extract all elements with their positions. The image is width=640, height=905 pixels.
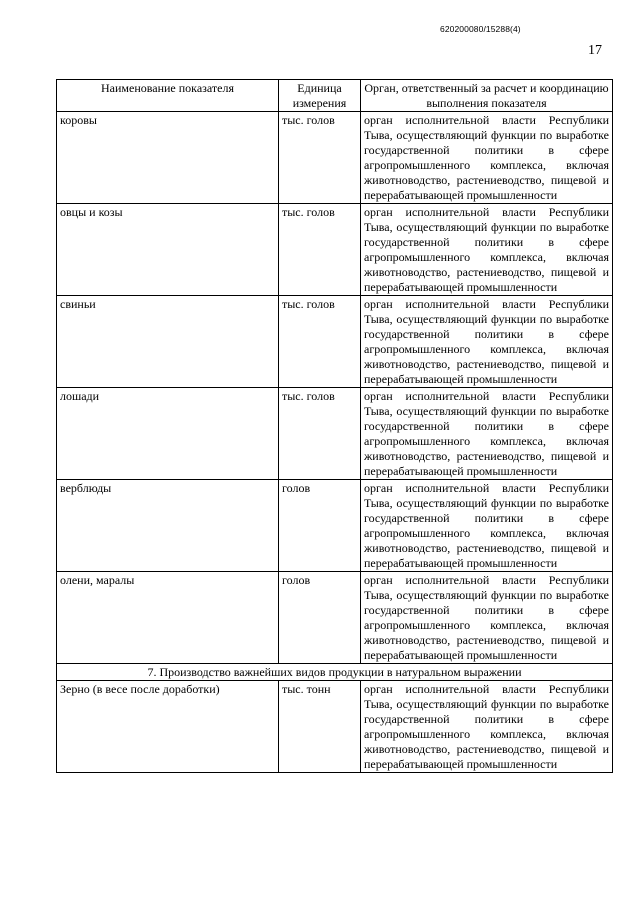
indicator-name: свиньи <box>57 296 279 388</box>
table-row <box>57 480 613 572</box>
indicator-unit: тыс. голов <box>279 296 361 388</box>
table-row <box>57 112 613 204</box>
indicator-unit: голов <box>279 480 361 572</box>
column-header-name: Наименование показателя <box>57 80 279 112</box>
indicator-unit: тыс. тонн <box>279 681 361 773</box>
table-row <box>57 388 613 480</box>
section-header-row <box>57 664 613 681</box>
indicator-unit: голов <box>279 572 361 664</box>
responsible-organ: орган исполнительной власти Республики Тыва, осуществляющий функции по выработке государственной политики в сфере агропромышленного комплекса, включая животноводство, растениеводство, пищевой и перерабатывающей промышленности <box>361 572 613 664</box>
table-header-row <box>57 80 613 112</box>
indicator-unit: тыс. голов <box>279 204 361 296</box>
indicator-name: олени, маралы <box>57 572 279 664</box>
indicator-name: Зерно (в весе после доработки) <box>57 681 279 773</box>
responsible-organ: орган исполнительной власти Республики Тыва, осуществляющий функции по выработке государственной политики в сфере агропромышленного комплекса, включая животноводство, растениеводство, пищевой и перерабатывающей промышленности <box>361 296 613 388</box>
table-row <box>57 572 613 664</box>
responsible-organ: орган исполнительной власти Республики Тыва, осуществляющий функции по выработке государственной политики в сфере агропромышленного комплекса, включая животноводство, растениеводство, пищевой и перерабатывающей промышленности <box>361 480 613 572</box>
column-header-organ: Орган, ответственный за расчет и координацию выполнения показателя <box>361 80 613 112</box>
responsible-organ: орган исполнительной власти Республики Тыва, осуществляющий функции по выработке государственной политики в сфере агропромышленного комплекса, включая животноводство, растениеводство, пищевой и перерабатывающей промышленности <box>361 112 613 204</box>
page-number: 17 <box>588 43 602 58</box>
table-row <box>57 681 613 773</box>
responsible-organ: орган исполнительной власти Республики Тыва, осуществляющий функции по выработке государственной политики в сфере агропромышленного комплекса, включая животноводство, растениеводство, пищевой и перерабатывающей промышленности <box>361 388 613 480</box>
document-id: 620200080/15288(4) <box>440 24 521 34</box>
indicator-name: верблюды <box>57 480 279 572</box>
indicator-unit: тыс. голов <box>279 388 361 480</box>
column-header-unit: Единица измерения <box>279 80 361 112</box>
indicator-unit: тыс. голов <box>279 112 361 204</box>
indicator-name: овцы и козы <box>57 204 279 296</box>
responsible-organ: орган исполнительной власти Республики Тыва, осуществляющий функции по выработке государственной политики в сфере агропромышленного комплекса, включая животноводство, растениеводство, пищевой и перерабатывающей промышленности <box>361 681 613 773</box>
indicator-name: лошади <box>57 388 279 480</box>
responsible-organ: орган исполнительной власти Республики Тыва, осуществляющий функции по выработке государственной политики в сфере агропромышленного комплекса, включая животноводство, растениеводство, пищевой и перерабатывающей промышленности <box>361 204 613 296</box>
indicators-table <box>56 79 613 773</box>
indicator-name: коровы <box>57 112 279 204</box>
section-title: 7. Производство важнейших видов продукции в натуральном выражении <box>57 664 613 681</box>
table-row <box>57 204 613 296</box>
table-row <box>57 296 613 388</box>
